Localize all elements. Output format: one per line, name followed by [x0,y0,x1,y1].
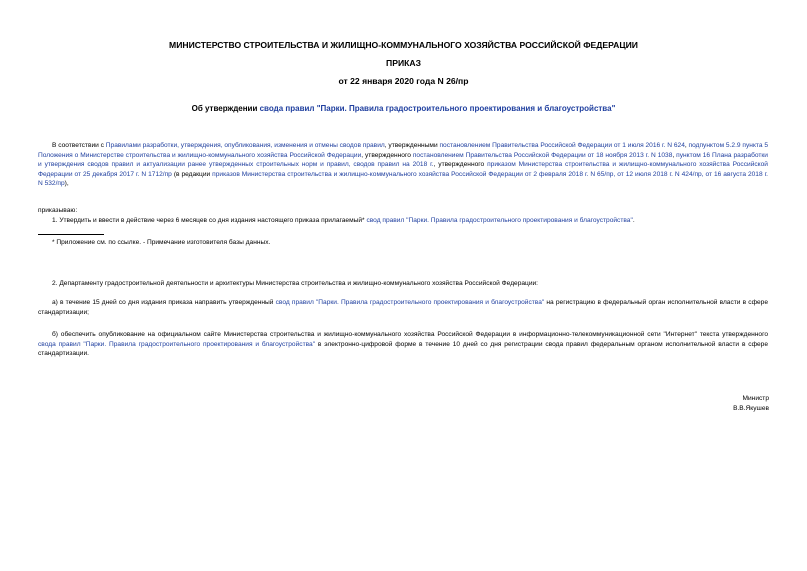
title-link[interactable]: свода правил "Парки. Правила градостроительного проектирования и благоустройства" [259,104,616,113]
signature-name: В.В.Якушев [733,405,769,412]
item-2a-end: на регистрацию в федеральный орган исполнительной власти в сфере стандартизации; [38,299,768,316]
item-1-end: . [632,217,635,224]
title-prefix: Об утверждении [191,104,260,113]
item-2a-link[interactable]: свод правил "Парки. Правила градостроительного проектирования и благоустройства" [275,299,545,306]
item-2: 2. Департаменту градостроительной деятельности и архитектуры Министерства строительства и жилищно-коммунального хозяйства Российской Федерации: [52,280,539,287]
item-2a [38,298,768,317]
item-2b [38,330,768,359]
footnote: * Приложение см. по ссылке. - Примечание изготовителя базы данных. [52,239,271,246]
preamble-link-amending-orders[interactable]: приказов Министерства строительства и жилищно-коммунального хозяйства Российской Федерации от 2 февраля 2018 г. N 65/пр, от 12 июля 2018 г. N 424/пр, от 16 августа 2018 г. N 532/пр [38,170,769,188]
preamble-text: , [684,142,689,149]
item-1-link[interactable]: свод правил "Парки. Правила градостроительного проектирования и благоустройства" [366,217,633,224]
doc-type-heading: ПРИКАЗ [386,58,421,68]
preamble-paragraph [38,141,768,189]
preamble-link-clause-16[interactable]: пунктом 16 [676,151,711,159]
date-number: от 22 января 2020 года N 26/пр [338,76,469,86]
preamble-link-subclause[interactable]: подпунктом 5.2.9 пункта 5 Положения о Министерстве строительства и жилищно-коммунального хозяйства Российской Федерации [38,142,769,159]
preamble-link-resolution-624[interactable]: постановлением Правительства Российской Федерации от 1 июля 2016 г. N 624 [439,142,685,149]
orders-line: приказываю: [38,207,78,214]
preamble-text: ), [64,180,69,188]
item-2a-text: а) в течение 15 дней со дня издания приказа направить утвержденный [52,299,276,306]
item-2b-link[interactable]: свода правил "Парки. Правила градостроительного проектирования и благоустройства" [38,340,316,348]
item-1 [38,216,768,226]
preamble-text: В соответствии с [52,142,106,149]
item-2b-end: в электронно-цифровой форме в течение 10 дней со дня регистрации свода правил федеральным органом исполнительной власти в сфере стандартизации. [38,340,769,358]
preamble-text: , утвержденного [433,161,488,169]
preamble-link-plan[interactable]: Плана разработки и утверждения сводов правил и актуализации ранее утвержденных строительных норм и правил, сводов правил на 2018 г. [38,151,768,169]
signature-position: Министр [742,395,769,402]
footnote-divider [38,234,104,235]
preamble-text: , утвержденными [384,142,440,149]
item-2b-text: б) обеспечить опубликование на официальном сайте Министерства строительства и жилищно-коммунального хозяйства Российской Федерации в информационно-телекоммуникационной сети "Интернет" текста утвержденного [52,331,768,338]
document-title [0,104,807,113]
preamble-text: (в редакции [171,170,213,178]
preamble-text: , [672,151,677,159]
preamble-link-order-1712[interactable]: приказом Министерства строительства и жилищно-коммунального хозяйства Российской Федерации от 25 декабря 2017 г. N 1712/пр [38,161,768,178]
ministry-heading: МИНИСТЕРСТВО СТРОИТЕЛЬСТВА И ЖИЛИЩНО-КОММУНАЛЬНОГО ХОЗЯЙСТВА РОССИЙСКОЙ ФЕДЕРАЦИИ [169,40,638,50]
preamble-text: , утвержденного [361,151,413,159]
item-1-text: 1. Утвердить и ввести в действие через 6 месяцев со дня издания настоящего приказа прилагаемый* [52,217,367,224]
preamble-link-resolution-1038[interactable]: постановлением Правительства Российской Федерации от 18 ноября 2013 г. N 1038 [412,151,673,159]
preamble-link-rules[interactable]: Правилами разработки, утверждения, опубликования, изменения и отмены сводов правил [105,142,385,149]
